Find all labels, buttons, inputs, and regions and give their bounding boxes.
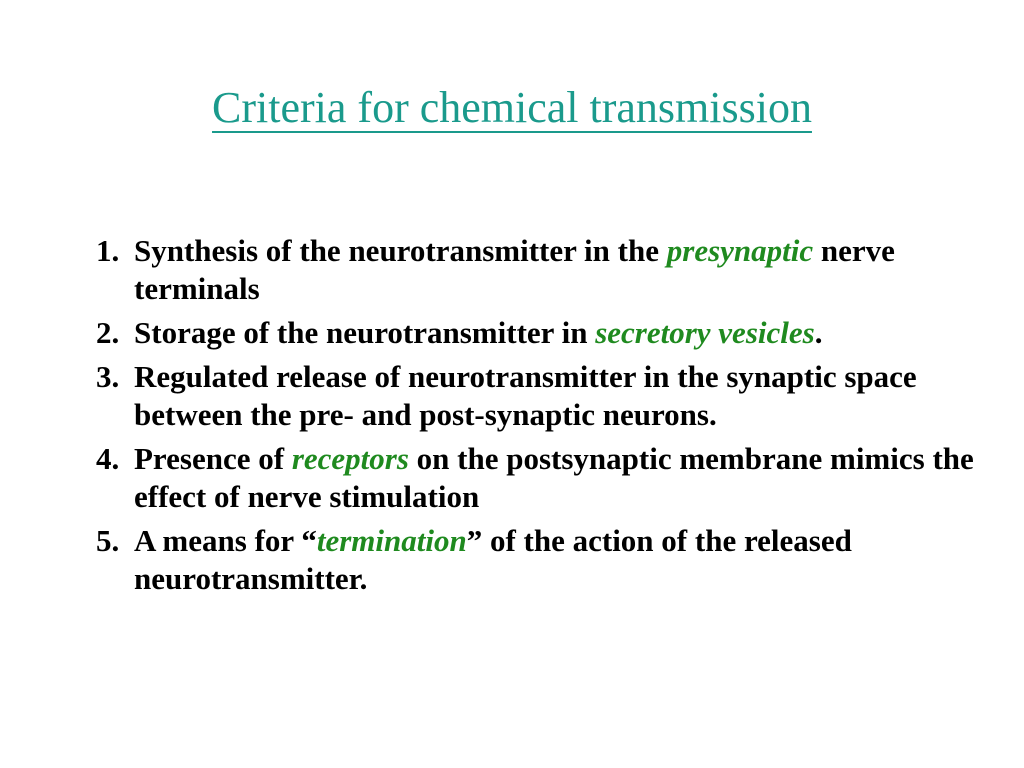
item-text-after: .	[814, 315, 823, 350]
item-text-before: Presence of	[134, 441, 292, 476]
criteria-item-4	[96, 440, 996, 516]
criteria-item-1	[96, 232, 996, 308]
slide-title-text: Criteria for chemical transmission	[212, 83, 812, 132]
item-emphasis: receptors	[291, 441, 409, 476]
item-number: 4.	[96, 441, 120, 476]
item-text: Regulated release of neurotransmitter in the synaptic space between the pre- and post-synaptic neurons.	[134, 359, 917, 432]
item-emphasis: secretory vesicles	[595, 315, 815, 350]
slide-title	[0, 80, 1024, 136]
item-text-after: on the postsynaptic membrane mimics the effect of nerve stimulation	[134, 441, 974, 514]
item-emphasis: termination	[316, 523, 467, 558]
item-text-before: Storage of the neurotransmitter in	[134, 315, 596, 350]
item-text-after: ” of the action of the released neurotransmitter.	[134, 523, 852, 596]
item-emphasis: presynaptic	[666, 233, 814, 268]
item-number: 3.	[96, 359, 120, 394]
criteria-item-2	[96, 314, 996, 352]
item-number: 2.	[96, 315, 120, 350]
item-number: 1.	[96, 233, 120, 268]
item-text-after: nerve terminals	[134, 233, 895, 306]
criteria-item-3	[96, 358, 996, 434]
criteria-list	[96, 232, 996, 604]
item-number: 5.	[96, 523, 120, 558]
item-text-before: Synthesis of the neurotransmitter in the	[134, 233, 667, 268]
item-text-before: A means for “	[134, 523, 317, 558]
criteria-item-5	[96, 522, 996, 598]
